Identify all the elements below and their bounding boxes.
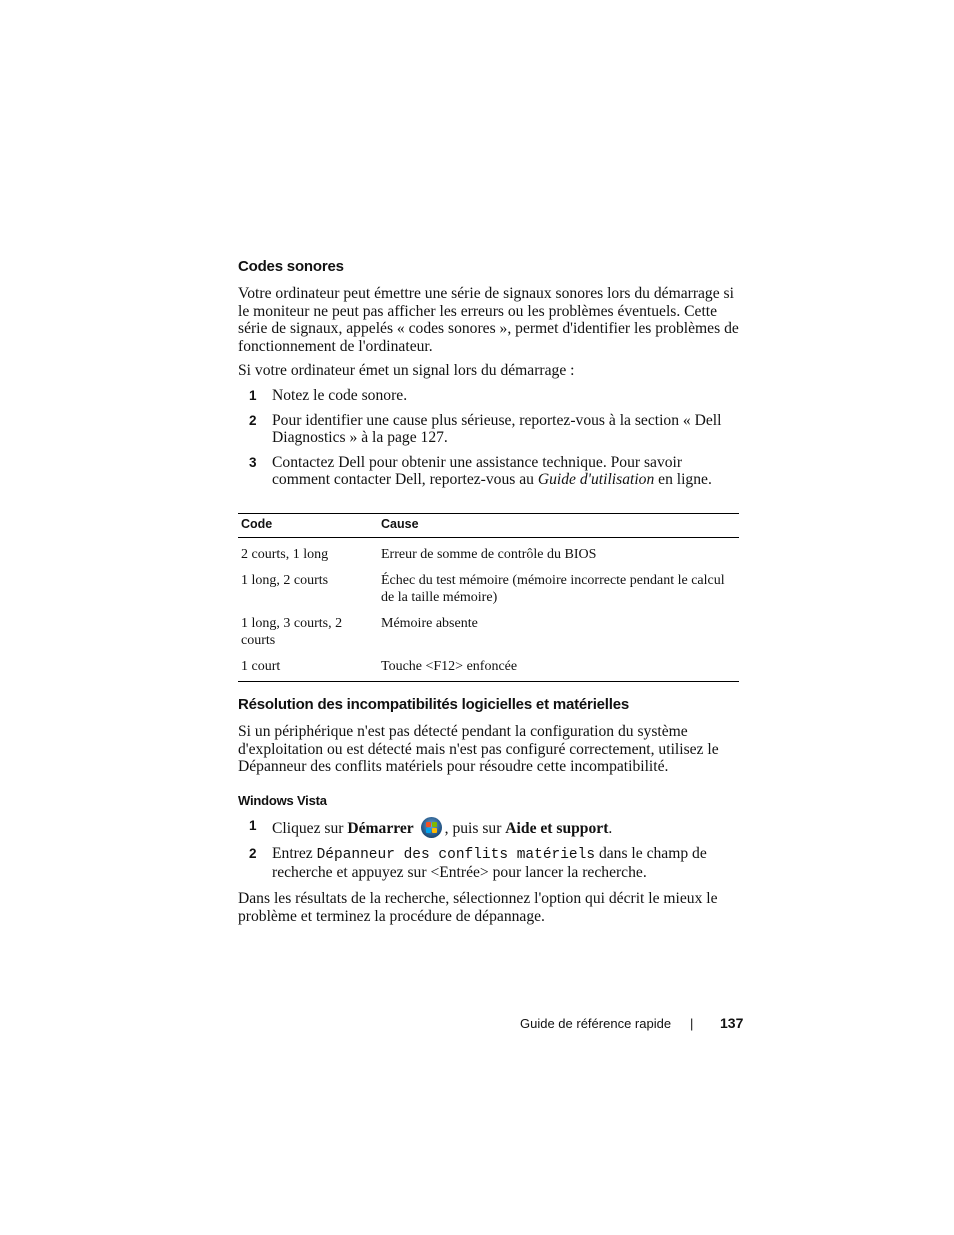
cell-code: 1 long, 3 courts, 2 courts	[241, 615, 343, 648]
cell-cause: Échec du test mémoire (mémoire incorrecte pendant le calcul de la taille mémoire)	[381, 572, 725, 605]
section-title-resolution: Résolution des incompatibilités logicielles et matérielles	[238, 695, 630, 713]
step-text-before: Entrez	[272, 844, 317, 862]
cell-cause: Mémoire absente	[381, 615, 478, 631]
start-label: Démarrer	[347, 819, 414, 837]
step-number: 3	[249, 454, 257, 470]
help-support-label: Aide et support	[505, 819, 609, 837]
table-row	[238, 614, 739, 657]
troubleshooter-name: Dépanneur des conflits matériels	[316, 846, 596, 863]
section-title-codes-sonores: Codes sonores	[238, 258, 344, 275]
step-number: 1	[249, 817, 257, 833]
footer-separator: |	[690, 1016, 694, 1031]
column-header-code: Code	[238, 513, 378, 537]
list-item	[238, 412, 739, 447]
cell-cause: Erreur de somme de contrôle du BIOS	[381, 546, 597, 562]
cell-cause: Touche <F12> enfoncée	[378, 657, 739, 682]
step-number: 2	[249, 845, 257, 861]
step-text-before: Contactez Dell pour obtenir une assistance technique. Pour savoir comment contacter Dell, reportez-vous au	[272, 453, 683, 489]
cell-code: 2 courts, 1 long	[241, 546, 329, 562]
step-text-before: Cliquez sur	[272, 819, 348, 837]
footer-guide-title: Guide de référence rapide	[520, 1016, 672, 1031]
steps-list	[238, 387, 739, 489]
subtitle-windows-vista: Windows Vista	[238, 792, 327, 808]
page-content	[238, 258, 739, 925]
step-text-end: .	[608, 819, 613, 837]
cell-code: 1 long, 2 courts	[241, 572, 329, 588]
beep-codes-table	[238, 513, 739, 682]
table-row	[238, 571, 739, 614]
paragraph-resolution-intro: Si un périphérique n'est pas détecté pendant la configuration du système d'exploitation ou est détecté mais n'est pas configuré correctement, utilisez le Dépanneur des conflits matériels pour résoudre cette incompatibilité.	[238, 722, 719, 776]
windows-start-icon	[421, 817, 442, 838]
cell-code: 1 court	[238, 657, 378, 682]
list-item	[238, 387, 739, 405]
list-item	[238, 454, 739, 489]
step-text-after: dans le champ de recherche et appuyez sur <Entrée> pour lancer la recherche.	[272, 844, 707, 882]
table-header-row	[238, 513, 739, 537]
step-number: 2	[249, 412, 257, 428]
table-row	[238, 537, 739, 571]
step-text: Pour identifier une cause plus sérieuse, reportez-vous à la section « Dell Diagnostics » à la page 127.	[272, 411, 722, 447]
step-text-italic: Guide d'utilisation	[537, 471, 655, 489]
step-number: 1	[249, 387, 257, 403]
vista-steps-list	[238, 817, 739, 882]
paragraph-outro: Dans les résultats de la recherche, sélectionnez l'option qui décrit le mieux le problème et terminez la procédure de dépannage.	[238, 889, 718, 925]
table-row	[238, 657, 739, 682]
step-text-middle: , puis sur	[444, 819, 506, 837]
step-text-after: en ligne.	[654, 471, 712, 489]
list-item	[238, 817, 739, 838]
list-item	[238, 845, 739, 882]
step-text: Notez le code sonore.	[272, 386, 408, 404]
page-number: 137	[720, 1015, 744, 1031]
paragraph-lead: Si votre ordinateur émet un signal lors du démarrage :	[238, 362, 575, 380]
paragraph-intro: Votre ordinateur peut émettre une série de signaux sonores lors du démarrage si le moniteur ne peut pas afficher les erreurs ou les problèmes éventuels. Cette série de signaux, appelés « codes sonores », permet d'identifier les problèmes de fonctionnement de l'ordinateur.	[238, 285, 739, 355]
column-header-cause: Cause	[378, 513, 739, 537]
